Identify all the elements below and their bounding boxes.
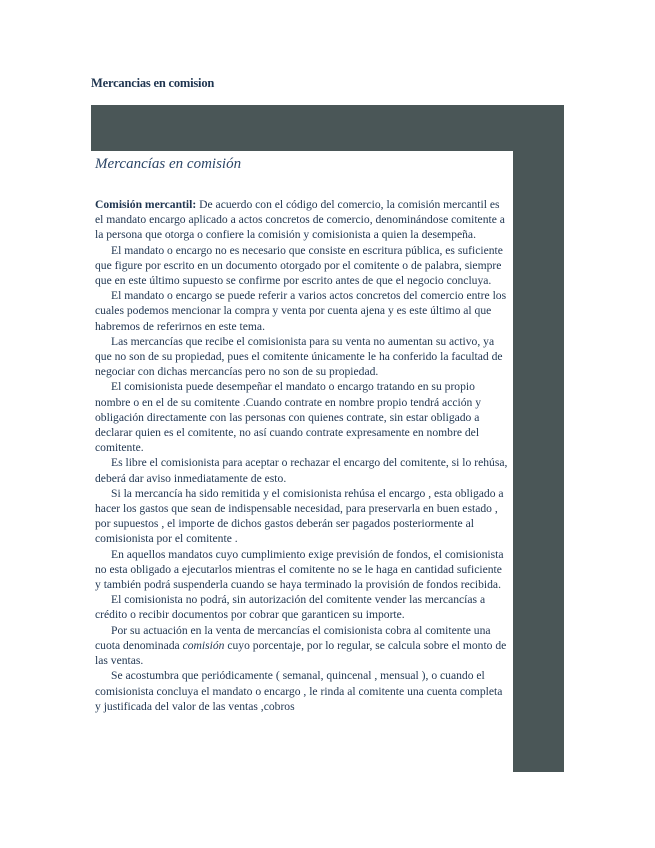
paragraph: Se acostumbra que periódicamente ( semanal, quincenal , mensual ), o cuando el comisionista concluya el mandato o encargo , le rinda al comitente una cuenta completa y justificada del valor de las ventas ,cobros — [95, 669, 503, 713]
document-frame — [91, 105, 564, 772]
paragraph: El comisionista no podrá, sin autorización del comitente vender las mercancías a crédito o recibir documentos por cobrar que garanticen su importe. — [95, 593, 486, 622]
paragraph: Si la mercancía ha sido remitida y el comisionista rehúsa el encargo , esta obligado a hacer los gastos que sean de indispensable necesidad, para preservarla en buen estado , por supuestos , el importe de dichos gastos deberán ser pagados posteriormente al comisionista por el comitente . — [95, 486, 504, 546]
commission-term: comisión — [182, 638, 225, 652]
commission-text-after: cuyo porcentaje, por lo regular, se calcula sobre el monto de las ventas. — [95, 638, 507, 668]
page-title: Mercancias en comision — [91, 76, 215, 90]
document-title: Mercancías en comisión — [95, 156, 242, 172]
paragraph: En aquellos mandatos cuyo cumplimiento exige previsión de fondos, el comisionista no esta obligado a ejecutarlos mientras el comitente no se le haga en cantidad suficiente y también podrá suspenderla cuando se haya terminado la provisión de fondos recibida. — [95, 547, 504, 592]
paragraph: El mandato o encargo se puede referir a varios actos concretos del comercio entre los cuales podemos mencionar la compra y venta por cuenta ajena y es este último al que habremos de referirnos en este tema. — [95, 289, 507, 333]
paragraph: Es libre el comisionista para aceptar o rechazar el encargo del comitente, si lo rehúsa, deberá dar aviso inmediatamente de esto. — [95, 456, 508, 485]
document-content — [91, 151, 513, 772]
paragraph-lead — [95, 197, 509, 243]
commission-text-before: Por su actuación en la venta de mercancías el comisionista cobra al comitente una cuota denominada — [95, 623, 491, 652]
document-body — [95, 197, 509, 714]
lead-label: Comisión mercantil: — [95, 198, 197, 211]
paragraph: Las mercancías que recibe el comisionista para su venta no aumentan su activo, ya que no son de su propiedad, pues el comitente únicamente le ha conferido la facultad de negociar con dichas mercancías pero no son de su propiedad. — [95, 334, 503, 379]
paragraph-commission — [95, 623, 509, 669]
paragraph: El comisionista puede desempeñar el mandato o encargo tratando en su propio nombre o en el de su comitente .Cuando contrate en nombre propio tendrá acción y obligación directamente con las personas con quienes contrate, sin estar obligado a declarar quien es el comitente, no así cuando contrate expresamente en nombre del comitente. — [95, 380, 482, 455]
paragraph: El mandato o encargo no es necesario que consiste en escritura pública, es suficiente que figure por escrito en un documento otorgado por el comitente o de palabra, siempre que en este último supuesto se confirme por escrito antes de que el negocio concluya. — [95, 243, 503, 288]
lead-text: De acuerdo con el código del comercio, la comisión mercantil es el mandato encargo aplicado a actos concretos de comercio, denominándose comitente a la persona que otorga o confiere la comisión y comisionista a quien la desempeña. — [95, 198, 505, 242]
